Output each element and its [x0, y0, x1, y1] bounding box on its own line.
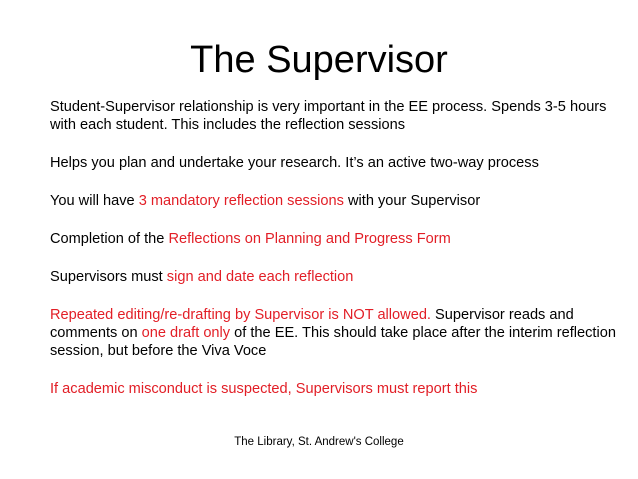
highlight-segment: sign and date each reflection	[166, 269, 354, 285]
text-segment: Helps you plan and undertake your research. It’s an active two-way process	[50, 155, 539, 171]
paragraph-editing-rules	[50, 306, 625, 360]
text-segment: of the EE. This should take place after the interim reflection session, but before the Viva Voce	[50, 325, 616, 359]
paragraph-misconduct	[50, 380, 625, 398]
text-segment: You will have	[50, 193, 139, 209]
text-segment: Supervisors must	[50, 269, 167, 285]
text-segment: Student-Supervisor relationship is very important in the EE process. Spends 3-5 hours with each student. This includes the reflection sessions	[50, 99, 607, 133]
highlight-segment: one draft only	[141, 325, 231, 341]
paragraph-relationship	[50, 98, 625, 134]
text-segment: Supervisor reads and comments on	[50, 307, 574, 341]
highlight-segment: 3 mandatory reflection sessions	[138, 193, 344, 209]
paragraph-reflection-form	[50, 230, 625, 248]
slide-footer: The Library, St. Andrew's College	[234, 436, 404, 448]
highlight-segment: Repeated editing/re-drafting by Supervisor is NOT allowed.	[50, 307, 431, 323]
highlight-segment: Reflections on Planning and Progress Form	[168, 231, 451, 247]
text-segment: Completion of the	[50, 231, 169, 247]
paragraph-research-help	[50, 154, 625, 172]
paragraph-mandatory-sessions	[50, 192, 625, 210]
highlight-segment: If academic misconduct is suspected, Supervisors must report this	[50, 381, 478, 397]
slide-body	[50, 98, 625, 418]
slide-title: The Supervisor	[190, 39, 448, 81]
paragraph-sign-date	[50, 268, 625, 286]
text-segment: with your Supervisor	[343, 193, 481, 209]
